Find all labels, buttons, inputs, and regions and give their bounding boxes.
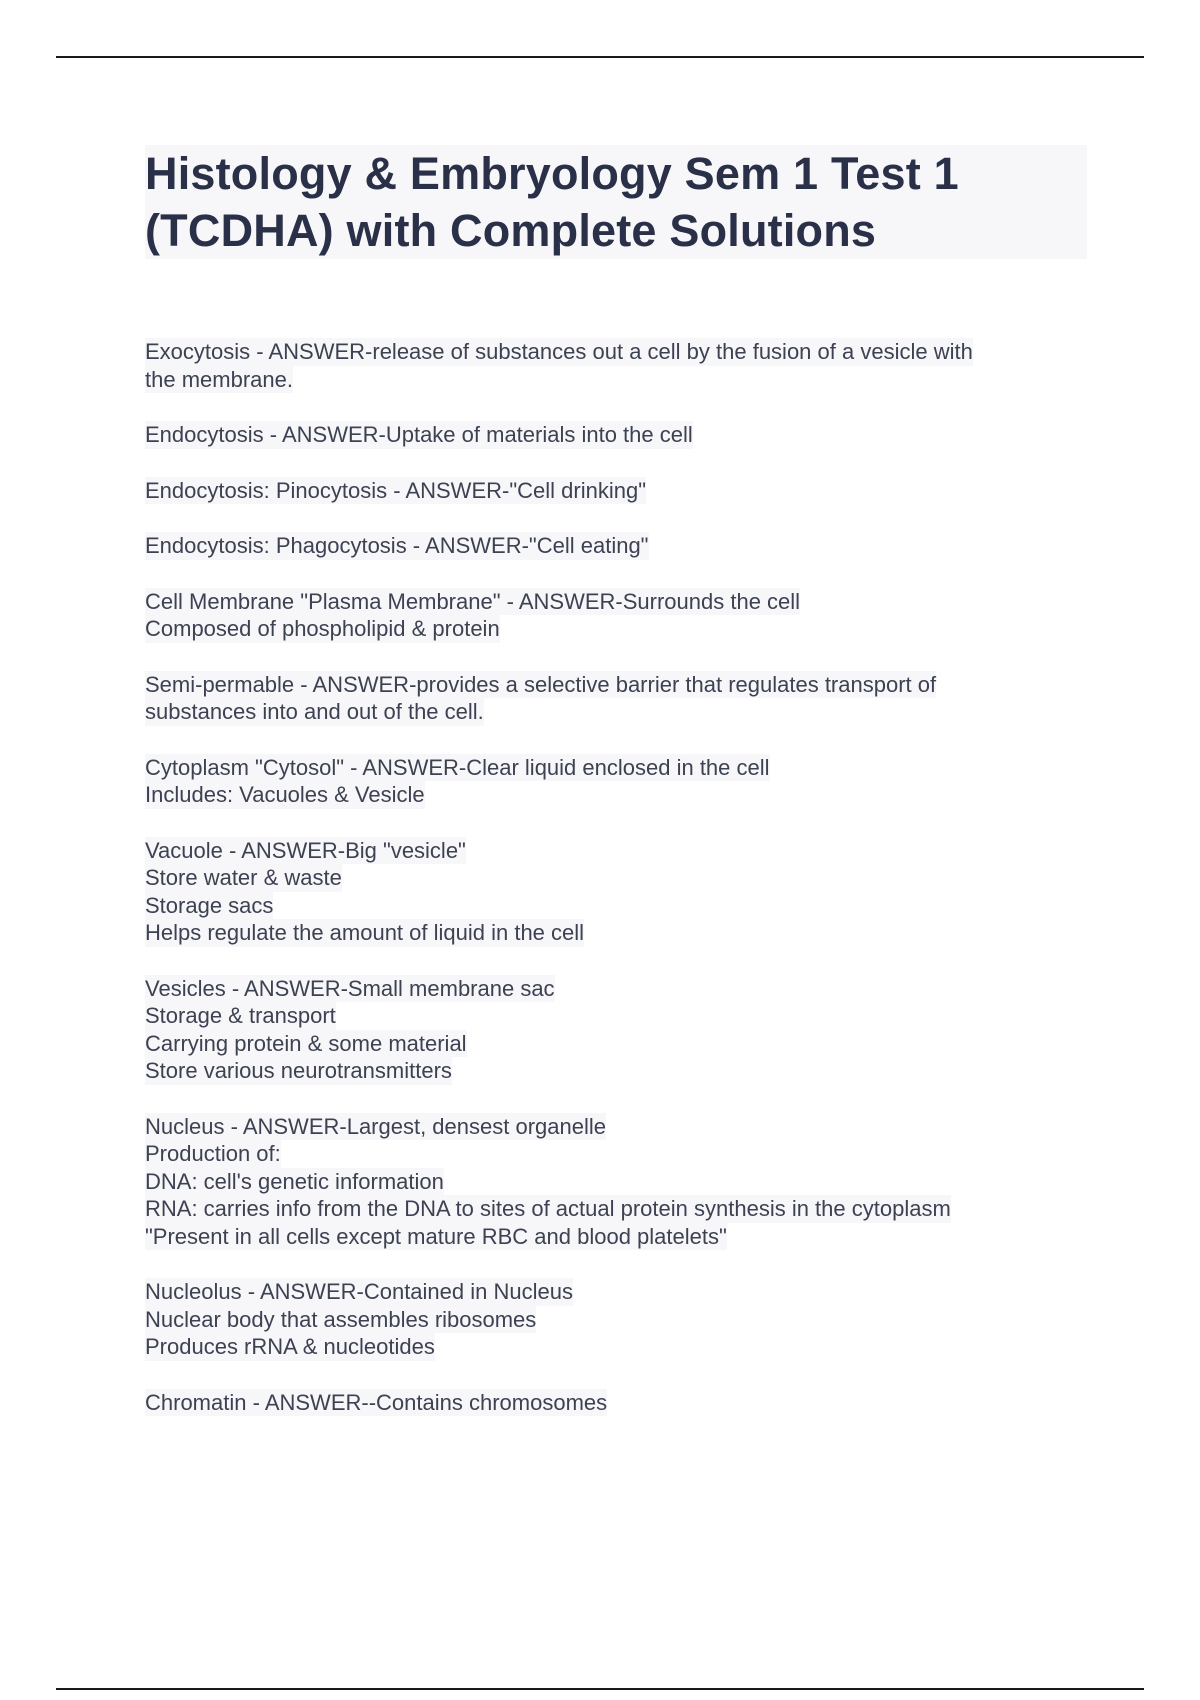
qa-item [145,588,1085,643]
qa-term-answer: Nucleolus - ANSWER-Contained in Nucleus [145,1279,573,1304]
qa-answer-line: Production of: [145,1141,281,1166]
qa-term-answer: Endocytosis: Phagocytosis - ANSWER-"Cell eating" [145,533,649,558]
qa-answer-line: "Present in all cells except mature RBC and blood platelets" [145,1223,727,1249]
qa-item [145,338,1085,393]
qa-item [145,421,1085,449]
qa-term-answer: Semi-permable - ANSWER-provides a selective barrier that regulates transport of [145,671,937,697]
qa-item [145,975,1085,1085]
qa-term-answer: Vesicles - ANSWER-Small membrane sac [145,975,555,1001]
qa-item [145,532,1085,560]
qa-item [145,1389,1085,1417]
qa-answer-line: substances into and out of the cell. [145,699,484,724]
document-title-block [145,145,1087,259]
qa-answer-line: Carrying protein & some material [145,1030,467,1056]
qa-term-answer: Nucleus - ANSWER-Largest, densest organelle [145,1113,606,1139]
qa-answer-line: Nuclear body that assembles ribosomes [145,1306,537,1332]
qa-list [145,338,1085,1444]
qa-answer-line: RNA: carries info from the DNA to sites of actual protein synthesis in the cytoplasm [145,1196,951,1221]
bottom-rule [56,1688,1144,1690]
qa-item [145,837,1085,947]
qa-item [145,754,1085,809]
qa-answer-line: Store water & waste [145,865,342,890]
qa-item [145,1113,1085,1251]
qa-answer-line: Storage & transport [145,1003,336,1028]
qa-answer-line: Storage sacs [145,892,274,918]
qa-answer-line: Store various neurotransmitters [145,1058,452,1083]
qa-answer-line: DNA: cell's genetic information [145,1168,444,1194]
qa-answer-line: Helps regulate the amount of liquid in the cell [145,920,585,945]
qa-answer-line: the membrane. [145,366,293,392]
top-rule [56,56,1144,58]
qa-term-answer: Endocytosis - ANSWER-Uptake of materials into the cell [145,422,693,447]
qa-item [145,671,1085,726]
qa-answer-line: Includes: Vacuoles & Vesicle [145,782,425,807]
qa-item [145,477,1085,505]
qa-term-answer: Exocytosis - ANSWER-release of substances out a cell by the fusion of a vesicle with [145,339,973,364]
qa-term-answer: Cell Membrane "Plasma Membrane" - ANSWER-Surrounds the cell [145,588,801,614]
qa-item [145,1278,1085,1361]
qa-term-answer: Cytoplasm "Cytosol" - ANSWER-Clear liquid enclosed in the cell [145,754,770,780]
document-title [145,145,1087,259]
qa-term-answer: Chromatin - ANSWER--Contains chromosomes [145,1389,608,1415]
qa-answer-line: Produces rRNA & nucleotides [145,1334,435,1359]
qa-answer-line: Composed of phospholipid & protein [145,616,500,641]
title-line-1: Histology & Embryology Sem 1 Test 1 [145,148,959,199]
qa-term-answer: Endocytosis: Pinocytosis - ANSWER-"Cell drinking" [145,477,647,503]
title-line-2: (TCDHA) with Complete Solutions [145,205,877,256]
qa-term-answer: Vacuole - ANSWER-Big "vesicle" [145,837,466,863]
